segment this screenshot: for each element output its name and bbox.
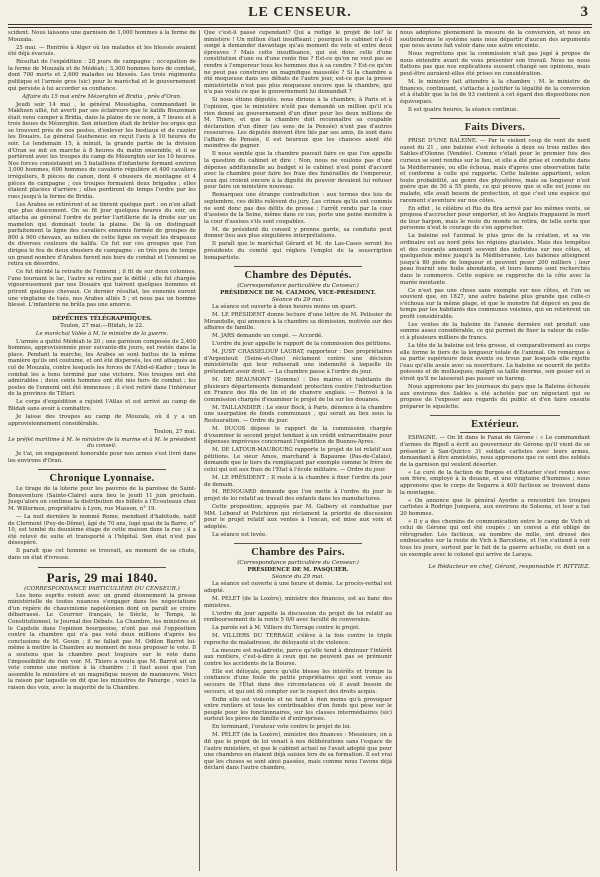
- paragraph: Les bons esprits voient avec un grand étonnement la presse ministérielle de toutes nuances s'engager dans les négociations d'un repère de chauvinisme napoléonien dont on paraît se croire débarrassé. Le Courrier français, le Siècle, le Temps, le Constitutionnel, le Journal des Débats. La Chambre, les ministres et le Capitole dans l'opinion bourgeoise, n'ont pas osé l'opposition contre la chambre qui n'a pas voté deux millions d'après les conclusions de M. Gouin ; il ne fallait pas M. Odilon Barrot lui-même à mettre la Chambre au moment de nous proposer le vote. Il a soutenu que la chambre peut toujours sur le vote dans l'impossibilité de rien voir. M. Thiers a voulu que M. Barrot ait un vote comme une motion à la chambre ; il faut aussi que l'on assemble le ministère et un magnifique moyen de manœuvre. Voici la raison par laquelle on dit que les ministres de Panurge , voici la raison des voix, avec la majorité de la Chambre.: [8, 592, 196, 691]
- paragraph: Il est quatre heures, la séance continue.: [408, 106, 518, 113]
- paragraph: Cette proposition, appuyée par M. Galbery et combattue par MM. Lebœuf et Pulchiron qui réclament la priorité de discussion pour le projet relatif aux ventes à l'encan, est mise aux voix et adoptée.: [204, 504, 392, 530]
- column-1: [8, 30, 196, 873]
- paragraph: M. de président du conseil y prenne garde, sa conduite peut donner lieu aux plus singulières interprétations.: [204, 226, 392, 240]
- section-rule: [38, 567, 166, 568]
- paragraph: L'armée a quitté Médéah le 20 ; une garnison composée de 2,400 hommes, approvisionnée pour suivante-dix jours, est restée dans la place. Pendant la marche, les Arabes se sont battus de la même manière qu'ils ont coutume, et ont été dispersés, les ont attaqués au col de Mouzaïa, contre lesquels les forces de l'Abd-el-Kader ; tous le combat les a tenu terminé par une victoire. Nos troupes ont été admirables ; deux cents hommes ont été mis hors de combat ; les postes de l'ennemi ont été immenses ; il s'est retiré dans l'intérieur de la province de Titteri.: [8, 338, 196, 398]
- paragraph: Il paraît que cet homme se trouvait, au moment de sa chute, dans un état d'ivresse.: [8, 548, 196, 562]
- section-rule: [430, 415, 560, 416]
- dispatch-subtitle: Le maréchal Valée à M. le ministre de la guerre.: [35, 330, 169, 337]
- paragraph: Ce fut décidé la retraite de l'ennemi ; il fit de sur deux colonnes, l'une tournant le lac, l'autre se retira par le défilé ; elle fut chargée vigoureusement par nos Douairs qui tuèrent quelques hommes et prirent quelques chevaux. Ce dernier résultat, les ennemis eurent une vingtaine de tués, nos Arabes alliés 5 ; et nous pas un homme blessé. L'infanterie ne brûla pas une amorce.: [8, 269, 196, 309]
- paragraph: La parole est à M. Villiers du Terrage contre le projet.: [212, 625, 361, 632]
- paragraph: M. JUST CHASSELOUP LAUBAT, rapporteur : Des propriétaires d'Argenteuil (Seine-et-Oise) réclament contre une décision ministérielle qui leur refuserait une indemnité à laquelle ils prétendent avoir droit. — La chambre passe à l'ordre du jour.: [204, 349, 392, 376]
- paragraph: En effet , le célèbre et Rio du Bra arrivé par les mêmes vents, se proposa d'accrocher pour emporter, et les Anglais frappaient le mort de leur harpon, mais le reste du monde se retira, de telle sorte que personne n'eut le courage de s'en approcher.: [400, 205, 590, 232]
- paragraph: M. PELET (de la Lozère), ministre des finances, est au banc des ministres.: [204, 596, 392, 609]
- section-subtitle: (CORRESPONDANCE PARTICULIÈRE DU CENSEUR.): [24, 585, 180, 592]
- masthead-rule: [8, 27, 592, 28]
- section-heading-paris: Paris, 29 mai 1840.: [46, 569, 158, 585]
- paragraph: M. VILLIERS DU TERRAGE s'élève à la fois contre le triple reproche de maladresse, de déloyauté et de violence.: [204, 633, 392, 646]
- paragraph: Il nous semble que la chambre pouvait faire ce que l'on appelle la question du cabinet et dire : Non, nous ne voulons pas d'une dépense additionnelle au budget si le cabinet n'est point d'accord avec la chambre pour faire les frais des funérailles de l'empereur, ceux qui croient encore à la dignité du pouvoir devaient lui refuser pour faire un ministère nouveau.: [204, 151, 392, 191]
- section-rule: [234, 266, 362, 267]
- paragraph: scident. Nous laissons une garnison de 1,000 hommes à la ferme de Mouzaïa.: [8, 30, 196, 43]
- paragraph: Le corps d'expédition a rejoint l'Atlas et est arrivé au camp de Blidah sans avoir à combattre.: [8, 399, 196, 412]
- paragraph: M. JARS demande un congé. — Accordé.: [212, 333, 323, 340]
- session-date: Séance du 29 mai.: [271, 297, 325, 304]
- paragraph: Nous apprenons par les journaux du pays que la Baleine échouée aux environs des Sables a été achetée par un négociant qui se propose de l'exposer aux regards du public et d'en faire ensuite préparer le squelette.: [400, 384, 590, 410]
- paragraph: La baleine est l'animal le plus gros de la création, et sa vie ordinaire est au nord près les régions glaciales. Mais des tempêtes et des courants amènent souvent des individus sur nos côtes, et quelquefois même jusqu'à la Méditerranée. Les baleines atteignent jusqu'à 80 pieds de longueur et peuvent peser 200 milliers ; leur peau fournit une huile abondante, et leurs fanons sont recherchés dans le commerce. Cette espèce se rapproche de la côte avec la marée montante.: [400, 233, 590, 286]
- page-number: 3: [580, 4, 588, 20]
- presidency-line: PRÉSIDENCE DE M. PASQUIER.: [247, 567, 349, 574]
- section-subtitle: (Correspondance particulière du Censeur.): [237, 283, 359, 290]
- paragraph: Les Arabes se retirèrent et se tinrent quelque part : on n'en allait que plus doucement. On se fit jour quelques heures du soir, on attacha au général l'ordre de porter l'artillerie de la droite sur un mamelon qui dominait toute la plaine. De là on distinguait parfaitement la ligne des cavaliers ennemis formée de groupes de 800 à 900 chevaux, au milieu de cette ligne on voyait les drapeaux de diverses couleurs du kalifa. Ce fut sur ces groupes que l'on dirigea le feu de deux obusiers de campagne : en très peu de temps un grand nombre d'Arabes furent mis hors de combat et l'ennemi se retira en désordre.: [8, 201, 196, 268]
- paragraph: M. DE BEAUMONT (Somme) : Des maires et habitants de plusieurs départements demandent protection contre l'introduction en France des fils de lin et de chanvre anglais. — Renvoi à la commission chargée d'examiner le projet de loi sur les douanes.: [204, 377, 392, 403]
- paragraph: M. TAILLANDIER : Le sieur Bock, à Paris, dénonce à la chambre une usurpation de fonds communaux , qui serait au lieu sous la Restauration. — Ordre du jour.: [204, 404, 392, 424]
- section-rule: [430, 118, 560, 119]
- paragraph: Résultat de l'expédition : 28 jours de campagne ; occupation de la ferme de Mouzaïa et de Médéah ; 3,300 hommes hors de combat, dont 700 morts et 2,600 malades ou blessés. Les trois régiments politique et l'armée gros (sic) pour le maréchal et le gouvernement qui persiste à lui accorder sa confiance.: [8, 59, 196, 92]
- paragraph: M. PELET (de la Lozère), ministre des finances : Messieurs, on a dit que le projet de loi venait à nos délibérations sans l'espace de l'autre ministère, et que le cabinet actuel ne l'avait adopté que pour une chambres en étaient déjà saisies lors de sa formation. Il est vrai que les choses se sont ainsi passées, mais comme nous l'avons déjà déclaré dans l'autre chambre,: [204, 732, 392, 772]
- paragraph: En terminant, l'orateur vote contre le projet de loi.: [212, 724, 352, 731]
- editor-signature: Le Rédacteur en chef, Gérant, responsable F. RITTIEZ.: [428, 564, 590, 571]
- paragraph: Nous regrettons que la commission n'ait pas jugé à propos de nous entendre avant de vous présenter son travail. Nous ne nous flattons pas que nos explications eussent changé ses opinions, mais peut-être auraient-elles été prises en considération.: [400, 51, 590, 77]
- paragraph: La séance est ouverte à une heure et demie. Le procès-verbal est adopté.: [204, 581, 392, 595]
- paragraph: Le tirage de la loterie pour les pauvres de la paroisse de Saint-Bonaventure (Sainte-Claire) aura lieu le jeudi 11 juin prochain. Jusqu'alors on continue la distribution des billets à l'Écouteaux chez M. Willermoz, propriétaire à Lyon, rue Masson, n° 19.: [8, 486, 196, 513]
- dispatch-heading: DÉPÊCHES TÉLÉGRAPHIQUES.: [52, 315, 152, 322]
- paragraph: M. DE LATOUR-MAUBOURG rapporte le projet de loi relatif aux pétitions. Le sieur Amos, marchand à Bapaume (Pas-de-Calais), demande que le tiers du remplaçant par exemple comme le frère de celui qui est aux frais de l'État à l'école militaire. — Ordre du jour.: [204, 447, 392, 473]
- column-2: [204, 30, 392, 873]
- paragraph: Il paraît que le maréchal Gérard et M. de Las-Cases seront les présidents du comité qui réglera l'emploi de la souscription bonapartiste.: [204, 241, 392, 261]
- paragraph: « Le curé de la faction de Burgos et d'Estarter s'est rendu avec son frère, employé à la douane, et une vingtaine d'hommes ; nous apprenons que le corps de Segarra à 400 factieux se trouvent dans la montagne.: [400, 469, 590, 496]
- section-heading-faits-divers: Faits Divers.: [464, 122, 526, 134]
- column-divider: [199, 30, 200, 871]
- column-divider: [396, 30, 397, 871]
- paragraph: M. LE PRÉSIDENT : Il reste à la chambre à fixer l'ordre du jour de demain.: [204, 474, 392, 488]
- presidency-line: PRÉSIDENCE DE M. CALMON, VICE-PRÉSIDENT.: [220, 290, 376, 297]
- section-rule: [68, 313, 136, 314]
- paragraph: Enfin elle est violente et ne tend à rien moins qu'à provoquer entre rentiers et tous les contribuables d'un fonds qui pèse sur le peuple pour les fonctionnaires, sur les classes intermédiaires (sic) surtout les pères de famille et d'entreprises.: [204, 696, 392, 723]
- paragraph: La tête de la baleine est très grosse, et comparativement au corps elle forme le tiers de la longueur totale de l'animal. On remarque à sa partie supérieure deux évents ou trous par lesquels elle rejette l'eau qu'elle avale avec sa nourriture. La baleine se nourrit de petits poissons et de mollusques; malgré sa taille énorme, son gosier est si étroit qu'il ne laisserait pas passer un hareng.: [400, 343, 590, 383]
- paragraph: — La nuit dernière le nommé Rome, mendiant d'habitude, natif de Clermont (Puy-de-Dôme), âgé de 70 ans, logé quai de la Barre, n° 10, est tombé du deuxième étage de cette maison dans la rue ; il a été relevé de suite et transporté à l'hôpital. Son état n'est pas désespéré.: [8, 514, 196, 547]
- paragraph: « Il y a des chemins de communication entre le camp de Vich et celui de Gérone qui ont été coupés ; un convoi a été obligé de rétrograder. Les factieux, au nombre de mille, ont dressé des embuscades sur la route de Vich à Barcelone, et l'on s'attend à voir tous les jours, surtout par le fait de la guerre actuelle, ce dont on a un exemple avec le colonel qui arrive de Laraya.: [400, 518, 590, 558]
- section-rule: [234, 543, 362, 544]
- paragraph: 25 mai. — Rentrée à Alger où les malades et les blessés avaient été déjà évacués.: [8, 44, 196, 58]
- paragraph: M. DUCOS dépose le rapport de la commission chargée d'examiner le second projet tendant à un crédit extraordinaire pour dépenses imprévues concernant l'expédition de Buenos-Ayres.: [204, 425, 392, 446]
- paragraph: Affaire du 15 mai entre Mézerghin et Bridia , près d'Oran.: [22, 93, 182, 100]
- section-heading-lyon: Chronique Lyonnaise.: [49, 473, 155, 485]
- paragraph: M. RENOUARD demande que l'on mette à l'ordre du jour le projet de loi relatif au travail des enfants dans les manufactures.: [204, 489, 392, 503]
- paragraph: L'ordre du jour appelle la discussion du projet de loi relatif au remboursement de la rente 5 0/0 avec faculté de conversion.: [204, 610, 392, 624]
- paragraph: La séance est ouverte à deux heures moins un quart.: [212, 304, 357, 311]
- paragraph: Ce n'est pas une chose sans exemple sur nos côtes, et l'on se souvient que, en 1827, une autre baleine plus grande que celle-ci s'échoua sur la même plage, et que le monstre fut dépecé en peu de temps par les habitants des communes voisines, qui en retirèrent un profit considérable.: [400, 287, 590, 320]
- masthead: [8, 2, 592, 25]
- section-subtitle: (Correspondance particulière du Censeur.): [237, 560, 359, 567]
- section-rule: [460, 432, 530, 433]
- paragraph: Les ventes de la baleine de l'année dernière ont produit une somme assez considérable, ce qui permet de fixer la valeur de celle-ci à plusieurs milliers de francs.: [400, 321, 590, 342]
- paragraph: ESPAGNE. — On lit dans le Fanal de Gérone : « Le commandant d'armes de Ripoll a écrit au gouverneur de Gérone qu'il vient de se présenter à San-Quirico 31 soldats carlistes avec leurs armes, demandant à être amnistiés, nous apprenons que ce sont des soldats de la garnison qui veulent déserter.: [400, 435, 590, 468]
- session-date: Séance du 29 mai.: [271, 574, 325, 581]
- paragraph: nous adoptons pleinement la mesure de la conversion, et nous en soutiendrons le système sans nous départir d'aucun des arguments que nous avons fait valoir dans une autre enceinte.: [400, 30, 590, 50]
- paragraph: M. le ministre fait attendre à la chambre : M. le ministre de finances, continuant, s'attache à justifier la légalité de la conversion et à établir que la loi de 93 contient à cet égard des dispositions non équivoques.: [400, 78, 590, 105]
- paragraph: Si nous étions députés, nous dirions à la chambre, à Paris et à l'opinion, que le ministère n'eût pas demandé un million qu'il n'a rien donné au gouvernement d'un dîner pour les deux millions de M. Thiers, et que la chambre doit reconnaître sa coupable déclaration d'un dîner (au sens de la Pensée) n'ont pas d'autres ressources. Les députés doivent être liés par ses amis, ils sont dans l'affaire de Pensée, il est heureux que les chances aient été moindres de gagner.: [204, 97, 392, 150]
- dispatch-location: Toulon, 27 mai.: [153, 428, 196, 435]
- paragraph: Que c'est-il passé cependant? Qui a rédigé le projet de loi? le ministère ! Un million était insuffisant ; pourquoi le cabinet n'a-t-il songé à demander davantage qu'au moment du vote et entre deux épreuves ? Mais cette insuffisance, qui est donc celle d'une constitution d'une ou d'une rente fixe ? Est-ce qu'on ne veut pas se rendre à l'empereur tous les hommes dus à sa cendre ? Est-ce qu'on ne peut pas construire un magnifique mausolée ? Si la chambre a été moqueuse dans ses débats de l'autre jour, est-ce que la presse ministérielle n'est pas plus moqueuse encore que la chambre, qui n'a pas voulu ce que le gouvernement lui demandait ?: [204, 30, 392, 96]
- paragraph: La séance est levée.: [212, 531, 267, 538]
- paragraph: « On annonce que le général Ayerbe a rencontré les troupes carlistes à Rodrigo Junquera, aux environs de Solsona, et leur a tué 20 hommes.: [400, 497, 590, 517]
- dispatch-location: Toulon, 27 mai.—Blidah, le 22.: [60, 322, 144, 329]
- section-heading-deputes: Chambre des Députés.: [244, 270, 352, 282]
- dispatch-subtitle: Le préfet maritime à M. le ministre de la marine et à M. le président du conseil.: [8, 436, 196, 450]
- section-heading-pairs: Chambre des Pairs.: [251, 547, 345, 559]
- paragraph: Remarquez une étrange contradiction : aux termes des lois de septembre, ces délits relèvent du jury. Les crimes qu'ils ont commis ne sont donc pas des délits de presse ; l'arrêt rendu par la cour d'assises de la Seine, même dans ce cas, porte une peine moindre à la cour d'assises s'ils sont coupables.: [204, 192, 392, 225]
- paragraph: L'ordre du jour appelle le rapport de la commission des pétitions.: [212, 341, 392, 348]
- paragraph: Jeudi soir 14 mai , le général Moustapha, commandant le Makhzen allié, fut averti par ses éclaireurs que le kalifa Bouzeman était venu camper à Bridia, dans la plaine de ce nom, à 7 lieues et à trois lieues de Mézerghin. Son intention était de brûler les orges qui se trouvent près de nos postes, d'enlever les bestiaux et de razzier les Douairs. Le général Gueheneuc en reçut l'avis à 10 heures du soir. Le lendemain 15, à minuit, la grande partie de la division d'Oran se mit en marche à 8 heures du matin ensemble, et il se portèrent avec les troupes du camp de Mézerghin sur les 10 heures. Nos forces consistaient en 3 bataillons d'infanterie formant environ 3,000 hommes, 600 hommes de cavalerie régulière et 400 cavaliers irréguliers, 8 pièces de canon, dont 4 obusiers de montagne et 4 pièces de campagne ; ces troupes formaient deux brigades ; elles étaient placées d'arrière ; elles perdirent de temps l'ordre par les rues jusqu'à la ferme de Bridia.: [8, 101, 196, 200]
- column-3: [400, 30, 590, 873]
- section-rule: [460, 135, 530, 136]
- paragraph: Je t'ai, un engagement honorable pour nos armes s'est livré dans les environs d'Oran.: [8, 451, 196, 464]
- paragraph: La mesure est maladroite, parce qu'elle tend à diminuer l'intérêt aux rentiers, c'est-à-dire à ceux qui ne peuvent pas se prémunir contre les accidents de la Bourse.: [204, 647, 392, 667]
- newspaper-title: LE CENSEUR.: [248, 5, 352, 20]
- paragraph: Je laisse des troupes au camp de Mouzaïa, où il y a un approvisionnement considérable.: [8, 413, 196, 427]
- paragraph: PRISE D'UNE BALEINE. — Par le violent coup de vent de nord ouest du 21 , une baleine s'est échouée à deux ou trois milles des Sables-d'Olonne (Vendée). Comme c'était pour le premier fois des curieux se sont rendus sur le lieu, et elle a été prise et conduite dans la Méditerranée, ou elle échoua, mais d'après une observation faite et conforme à celle qui rapporte. Cette baleine appartient, selon toute probabilité, au genre des physétères, mais sa longueur n'est guère que de 50 à 55 pieds, ce qui prouve que si elle est jeune ou malade, elle avait besoin de protection, et que c'est une espèce qui rarement s'aventure sur nos côtes.: [400, 138, 590, 204]
- section-rule: [38, 469, 166, 470]
- paragraph: M. LE PRÉSIDENT donne lecture d'une lettre de M. Pelissier de Mirandolle, qui annonce à la chambre sa démission, motivée sur des affaires de famille.: [204, 312, 392, 332]
- section-heading-exterieur: Extérieur.: [471, 419, 519, 431]
- paragraph: Elle est déloyale, parce qu'elle blesse les intérêts et trompe la confiance d'une foule de petits propriétaires qui sont venus au secours de l'État dans des circonstances où il avait besoin de secours, et qui ont dû compter sur le respect des droits acquis.: [204, 668, 392, 695]
